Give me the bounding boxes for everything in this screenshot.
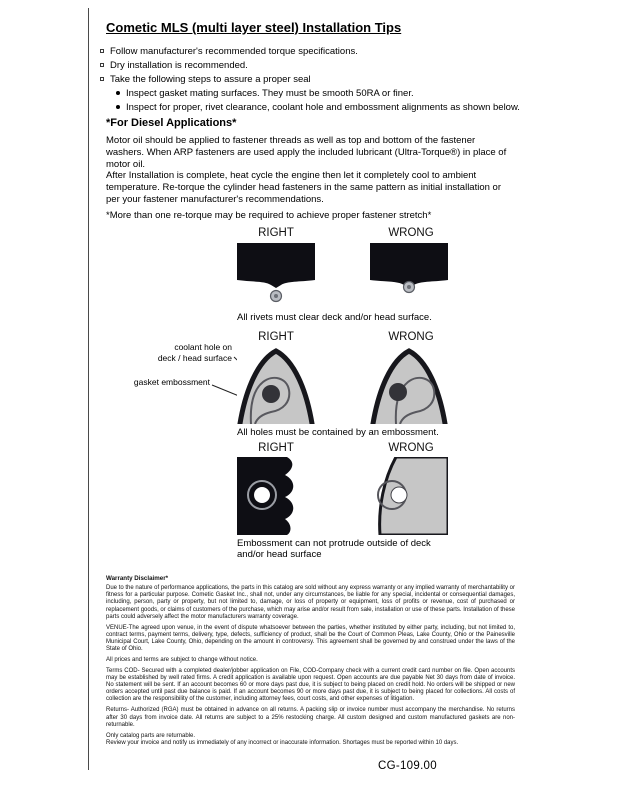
terms-paragraph: Terms COD- Secured with a completed dealer/jobber application on File, COD-Company check with a current credit card number on file. Open accounts may be established by well rated firms. A credit application is available upon request. Open accounts are due payable Net 30 days from date of invoice. No statement will be sent. If an account becomes 60 or more days past due, it is subject to being placed on credit hold. No orders will be shipped or new orders accepted until past due balance is paid. If an account becomes 90 or more days past due, it is subject to being placed for collections. All costs of collection are the responsibility of the customer, including attorney fees, court costs, and other expenses of litigation. (106, 668, 515, 703)
diesel-paragraph-2: After Installation is complete, heat cycle the engine then let it completely cool to ambient temperature. Re-torque the cylinder head fasteners in the same pattern as initial installation or per your fastener manufacturer's recommendations. (106, 170, 501, 205)
right-label-row2: RIGHT (258, 331, 294, 343)
coolant-hole (262, 385, 280, 403)
wrong-label-row3: WRONG (388, 442, 434, 454)
list-item-text: Inspect for proper, rivet clearance, coolant hole and embossment alignments as shown below. (126, 101, 520, 113)
open-square-bullet-icon (100, 49, 104, 53)
diagram-rivet-wrong (370, 243, 448, 305)
deck-shape (380, 457, 448, 535)
coolant-hole (389, 383, 407, 401)
rivet-center (274, 294, 278, 298)
wrong-label-row2: WRONG (388, 331, 434, 343)
coolant-hole-callout (138, 342, 232, 364)
open-square-bullet-icon (100, 77, 104, 81)
retorque-note: *More than one re-torque may be required to achieve proper fastener stretch* (106, 210, 432, 221)
right-label-row1: RIGHT (258, 227, 294, 239)
diesel-paragraph-1: Motor oil should be applied to fastener threads as well as top and bottom of the fastener washers. When ARP fasteners are used apply the included lubricant (Ultra-Torque®) in place of motor oil. (106, 135, 507, 170)
bolt-hole (254, 487, 270, 503)
review-paragraph: Review your invoice and notify us immediately of any incorrect or inaccurate information. Shortages must be reported within 10 days. (106, 739, 459, 746)
diagram-rivet-right (237, 243, 315, 305)
open-square-bullet-icon (100, 63, 104, 67)
filled-dot-bullet-icon (116, 105, 120, 109)
list-item-text: Inspect gasket mating surfaces. They must be smooth 50RA or finer. (126, 87, 414, 99)
row2-caption: All holes must be contained by an embossment. (237, 427, 439, 438)
page-code: CG-109.00 (378, 760, 437, 772)
warranty-disclaimer-section (106, 575, 515, 751)
bolt-hole (391, 487, 407, 503)
row3-caption-line1: Embossment can not protrude outside of deck (237, 538, 431, 549)
list-item (100, 46, 530, 57)
gasket-embossment-callout: gasket embossment (133, 377, 210, 387)
list-item-text: Follow manufacturer's recommended torque specifications. (110, 46, 358, 57)
wrong-label-row1: WRONG (388, 227, 434, 239)
page-title: Cometic MLS (multi layer steel) Installation Tips (106, 20, 402, 35)
diagram-embossment-right (237, 346, 315, 424)
right-label-row3: RIGHT (258, 442, 294, 454)
filled-dot-bullet-icon (116, 91, 120, 95)
list-item-text: Take the following steps to assure a proper seal (110, 73, 311, 85)
row3-caption (237, 538, 431, 561)
list-sub-item (116, 102, 530, 113)
rivet-center (407, 285, 411, 289)
diagram-embossment-wrong (370, 346, 448, 424)
coolant-hole-callout-line1: coolant hole on (174, 342, 232, 352)
returns-paragraph: Returns- Authorized (RGA) must be obtained in advance on all returns. A packing slip or invoice number must accompany the merchandise. No returns after 30 days from invoice date. All returns are subject to a 25% restocking charge. All custom designed and custom manufactured gaskets are non-returnable. (106, 707, 515, 728)
list-item (100, 74, 530, 85)
list-item-text: Dry installation is recommended. (110, 59, 248, 71)
tips-list (100, 46, 530, 115)
warranty-paragraph: Due to the nature of performance applications, the parts in this catalog are sold without any express warranty or any implied warranty of merchantability or fitness for a particular purpose. Cometic Gasket Inc., shall not, under any circumstances, be liable for any special, incidental or consequential damages, including, person, party or property, but not limited to, damage, or loss of property or equipment, loss of profits or revenue, cost of purchased or replacement goods, or claims of customers of the purchase, which may arise and/or result from sale, installation or use of these parts. Installation of these parts could adversely affect the motor manufacturers warranty coverage. (106, 585, 515, 620)
diagram-protrusion-wrong (370, 457, 448, 535)
row3-caption-line2: and/or head surface (237, 549, 322, 561)
list-item (100, 60, 530, 71)
venue-paragraph: VENUE-The agreed upon venue, in the event of dispute whatsoever between the parties, whether instituted by either party, including, but not limited to, contract terms, payment terms, delivery, type, defects, sufficiency of product, shall be the Court of Common Pleas, Lake County, Ohio or the Painesville Municipal Court, Lake County, Ohio, depending on the amount in controversy. This agreement shall be governed by and construed under the laws of the State of Ohio. (106, 624, 515, 652)
row1-caption: All rivets must clear deck and/or head surface. (237, 312, 432, 323)
catalog-paragraph: Only catalog parts are returnable. (106, 732, 196, 739)
diesel-applications-heading: *For Diesel Applications* (106, 117, 237, 129)
diagram-protrusion-right (237, 457, 315, 535)
prices-paragraph: All prices and terms are subject to change without notice. (106, 657, 258, 664)
coolant-hole-callout-line2: deck / head surface (157, 353, 232, 364)
warranty-disclaimer-heading: Warranty Disclaimer* (106, 575, 169, 582)
list-sub-item (116, 88, 530, 99)
left-margin-rule (88, 8, 89, 770)
